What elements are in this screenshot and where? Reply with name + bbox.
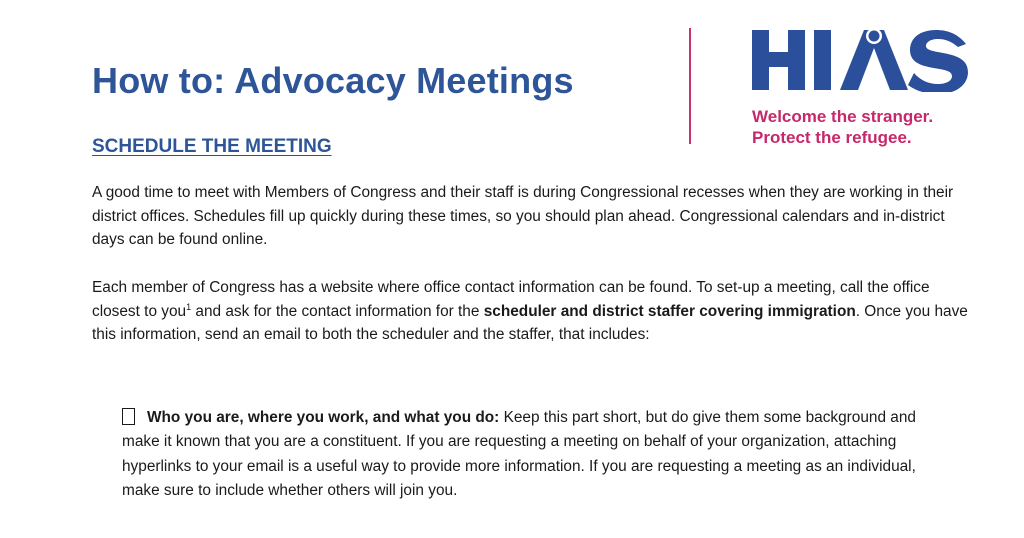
tagline-line-2: Protect the refugee. (752, 128, 912, 147)
hias-logo (752, 26, 982, 152)
paragraph-text: Each member of Congress has a website where office contact information can be found. To set-up a meeting, call the office closest to you (92, 279, 930, 320)
checkbox-icon (122, 408, 135, 425)
paragraph-text: and ask for the contact information for the (191, 302, 484, 320)
vertical-divider (689, 28, 691, 144)
hias-wordmark (752, 26, 970, 92)
tagline-line-1: Welcome the stranger. (752, 107, 934, 126)
list-item-heading: Who you are, where you work, and what you do: (147, 409, 500, 426)
list-item-text: Keep this part short, but do give them some background and make it known that you are a constituent. If you are requesting a meeting on behalf of your organization, attaching hyperlinks to your email is a useful way to provide more information. If you are requesting a meeting as an individual, make sure to include whether others will join you. (122, 409, 916, 500)
list-item-who-you-are (122, 406, 942, 504)
footnote-marker: 1 (186, 301, 192, 312)
page-title: How to: Advocacy Meetings (92, 60, 574, 101)
paragraph-recess-timing: A good time to meet with Members of Congress and their staff is during Congressional recesses when they are working in their district offices. Schedules fill up quickly during these times, so you should plan ahead. Congressional calendars and in-district days can be found online. (92, 184, 954, 249)
paragraph-contact-office (92, 276, 972, 347)
logo-tagline (752, 106, 933, 148)
emphasis-text: scheduler and district staffer covering immigration (483, 302, 856, 320)
paragraph-text: . Once you have this information, send an email to both the scheduler and the staffer, that includes: (92, 302, 968, 344)
section-heading: SCHEDULE THE MEETING (92, 136, 332, 157)
